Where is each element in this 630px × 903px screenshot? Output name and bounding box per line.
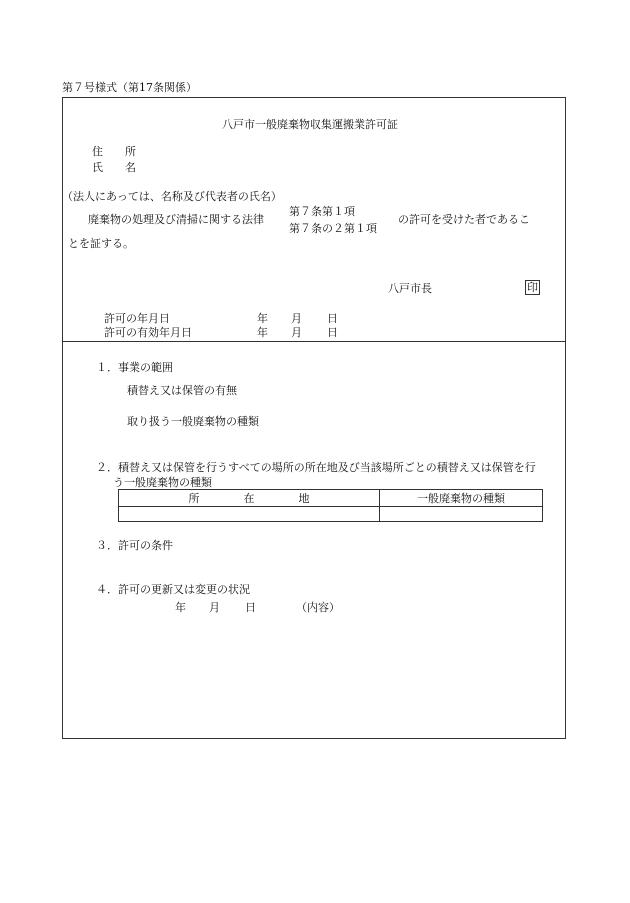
form-number: 第７号様式（第17条関係） xyxy=(62,81,197,94)
permit-valid-year: 年 xyxy=(257,326,268,339)
section4-heading: ４．許可の更新又は変更の状況 xyxy=(96,583,250,596)
body-line-2: とを証する。 xyxy=(68,237,134,250)
name-label: 氏 名 xyxy=(92,161,136,174)
table-header-waste-type: 一般廃棄物の種類 xyxy=(380,490,543,507)
section2-heading-2: う一般廃棄物の種類 xyxy=(113,476,212,489)
permit-date-day: 日 xyxy=(327,312,338,325)
table-cell-location xyxy=(119,507,380,522)
section1-item-waste-type: 取り扱う一般廃棄物の種類 xyxy=(127,415,259,428)
section3-heading: ３．許可の条件 xyxy=(96,539,173,552)
permit-date-month: 月 xyxy=(291,312,302,325)
section1-heading: １．事業の範囲 xyxy=(96,361,173,374)
seal-text: 印 xyxy=(527,281,538,294)
permit-date-year: 年 xyxy=(257,312,268,325)
table-header-location: 所 在 地 xyxy=(119,490,380,507)
table-row xyxy=(119,507,543,522)
permit-valid-label: 許可の有効年月日 xyxy=(104,326,192,339)
body-suffix: の許可を受けた者であるこ xyxy=(398,213,530,226)
location-table xyxy=(118,489,543,522)
permit-valid-day: 日 xyxy=(327,326,338,339)
section4-month: 月 xyxy=(209,601,220,614)
body-prefix: 廃棄物の処理及び清掃に関する法律 xyxy=(88,213,264,226)
table-cell-waste-type xyxy=(380,507,543,522)
corporation-note: （法人にあっては、名称及び代表者の氏名） xyxy=(62,190,282,203)
section4-content-label: （内容） xyxy=(296,601,340,614)
certificate-title: 八戸市一般廃棄物収集運搬業許可証 xyxy=(222,118,398,131)
address-label: 住 所 xyxy=(92,145,136,158)
section-divider xyxy=(62,341,566,342)
mayor-label: 八戸市長 xyxy=(388,282,432,295)
permit-date-label: 許可の年月日 xyxy=(104,312,170,325)
clause-1: 第７条第１項 xyxy=(289,205,355,218)
clause-2: 第７条の２第１項 xyxy=(289,222,377,235)
section4-year: 年 xyxy=(175,601,186,614)
permit-valid-month: 月 xyxy=(291,326,302,339)
section2-heading-1: ２．積替え又は保管を行うすべての場所の所在地及び当該場所ごとの積替え又は保管を行 xyxy=(96,461,536,474)
section4-day: 日 xyxy=(245,601,256,614)
seal-mark xyxy=(525,281,540,294)
section1-item-storage: 積替え又は保管の有無 xyxy=(127,384,237,397)
